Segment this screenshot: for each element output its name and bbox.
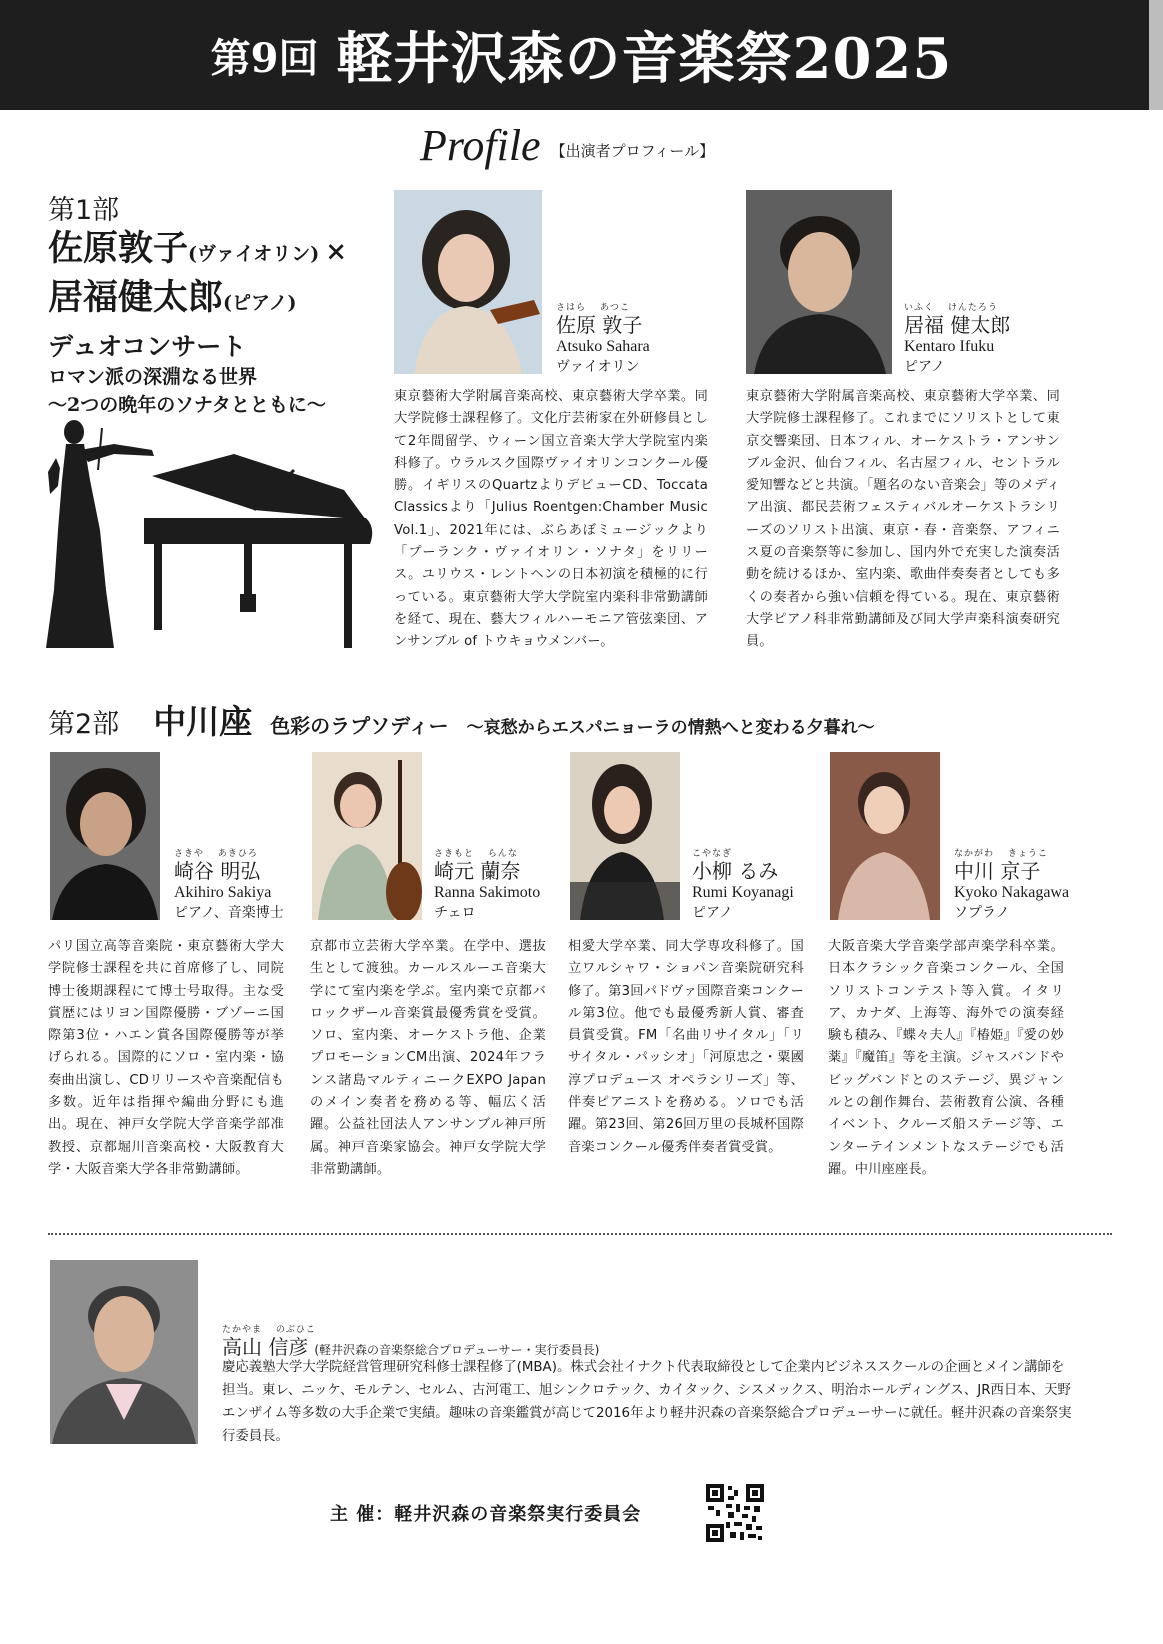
photo-rumi-koyanagi [570, 752, 680, 920]
part1-performer2-line [48, 276, 418, 325]
producer-role: (軽井沢森の音楽祭総合プロデューサー・実行委員長) [314, 1343, 600, 1357]
festival-title [0, 0, 1163, 110]
bio-atsuko-sahara: 東京藝術大学附属音楽高校、東京藝術大学卒業。同大学院修士課程修了。文化庁芸術家在外研修員として2年間留学、ウィーン国立音楽大学大学院室内楽科修了。ウラルスク国際ヴァイオリンコンクール優勝。イギリスのQuartzよりデビューCD、Toccata Classicsより「Julius Roentgen:Chamber Music Vol.1」、2021年には、ぶらあぼミュージックより「プーランク・ヴァイオリン・ソナタ」をリリース。ユリウス・レントヘンの日本初演を積極的に行っている。東京藝術大学大学院室内楽科非常勤講師を経て、現在、藝大フィルハーモニア管弦楽団、アンサンブル of トウキョウメンバー。 [394, 389, 708, 650]
artist-kentaro-ifuku [904, 300, 1010, 377]
name-japanese: 居福 健太郎 [904, 313, 1011, 337]
name-english: Akihiro Sakiya [174, 884, 272, 901]
artist-role: ピアノ [904, 359, 945, 375]
name-japanese: 小柳 るみ [692, 859, 779, 883]
photo-atsuko-sahara [394, 190, 542, 374]
part1-concert: デュオコンサート [48, 332, 247, 361]
part2-heading [48, 696, 875, 743]
artist-role: ピアノ、音楽博士 [174, 905, 284, 921]
bio-kentaro-ifuku: 東京藝術大学附属音楽高校、東京藝術大学卒業、同大学院修士課程修了。これまでにソリストとして東京交響楽団、日本フィル、オーケストラ・アンサンブル金沢、仙台フィル、名古屋フィル、セントラル愛知響などと共演。「題名のない音楽会」等のメディア出演、都民芸術フェスティバルオーケストラシリーズのソリスト出演、東京・春・音楽祭、アフィニス夏の音楽祭等に参加し、国内外で充実した演奏活動を続けるほか、室内楽、歌曲伴奏奏者としても多くの奏者から強い信頼を得ている。現在、東京藝術大学ピアノ科非常勤講師及び同大学声楽科演奏研究員。 [746, 389, 1060, 650]
name-ruby: たかやま のぶひこ [222, 1325, 316, 1335]
producer-name-block [222, 1322, 599, 1359]
part1-subtitle1: ロマン派の深淵なる世界 [48, 366, 258, 388]
bio-kyoko-nakagawa: 大阪音楽大学音楽学部声楽学科卒業。日本クラシック音楽コンクール、全国ソリストコンテスト等入賞。イタリア、カナダ、上海等、海外での演奏経験も積み、『蝶々夫人』『椿姫』『愛の妙薬』『魔笛』等を主演。ジャスバンドやビッグバンドとのステージ、異ジャンルとの創作舞台、芸術教育公演、各種イベント、クルーズ船ステージ等、エンターテインメントなステージでも活躍。中川座座長。 [828, 939, 1064, 1177]
name-japanese: 崎谷 明弘 [174, 859, 261, 883]
name-ruby: こやなぎ [692, 849, 733, 859]
artist-role: ピアノ [692, 905, 733, 921]
part2-label: 第2部 [48, 709, 120, 740]
photo-ranna-sakimoto [312, 752, 422, 920]
bio-akihiro-sakiya: パリ国立高等音楽院・東京藝術大学大学院修士課程を共に首席修了し、同院博士後期課程にて博士号取得。主な受賞歴にはリヨン国際優勝・ブゾーニ国際第3位・ハエン賞各国際優勝等が挙げられる。国際的にソロ・室内楽・協奏曲出演し、CDリリースや音楽配信も多数。近年は指揮や編曲分野にも進出。現在、神戸女学院大学音楽学部准教授、京都堀川音楽高校・大阪教育大学・大阪音楽大学各非常勤講師。 [48, 939, 284, 1177]
part1-performer2: 居福健太郎 [48, 277, 224, 318]
festival-name: 軽井沢森の音楽祭2025 [336, 26, 953, 92]
profile-heading [420, 118, 714, 172]
part2-subtitle: 〜哀愁からエスパニョーラの情熱へと変わる夕暮れ〜 [466, 718, 875, 738]
name-english: Rumi Koyanagi [692, 884, 794, 901]
bio-ranna-sakimoto: 京都市立芸術大学卒業。在学中、選抜生として渡独。カールスルーエ音楽大学にて室内楽を学ぶ。室内楽で京都バロックザール音楽賞最優秀賞を受賞。ソロ、室内楽、オーケストラ他、企業プロモーションCM出演、2024年フランス諸島マルティニークEXPO Japanのメイン奏者を務める等、幅広く活躍。公益社団法人アンサンブル神戸所属。神戸音楽家協会。神戸女学院大学非常勤講師。 [310, 939, 546, 1177]
name-japanese: 佐原 敦子 [556, 313, 643, 337]
part1-performer1: 佐原敦子 [48, 228, 189, 269]
name-japanese: 崎元 蘭奈 [434, 859, 521, 883]
name-english: Ranna Sakimoto [434, 884, 541, 901]
artist-rumi-koyanagi [692, 846, 794, 923]
name-english: Kentaro Ifuku [904, 338, 995, 355]
name-ruby: さきや あきひろ [174, 849, 258, 859]
part1-performer2-inst: (ピアノ) [223, 292, 297, 314]
artist-role: チェロ [434, 905, 476, 921]
festival-edition: 第9回 [210, 34, 319, 82]
name-ruby: さはら あつこ [556, 303, 630, 313]
artist-kyoko-nakagawa [954, 846, 1069, 923]
artist-ranna-sakimoto [434, 846, 540, 923]
organizer: 主 催：軽井沢森の音楽祭実行委員会 [330, 1504, 642, 1525]
photo-kyoko-nakagawa [830, 752, 940, 920]
violin-piano-silhouette [44, 410, 384, 660]
photo-akihiro-sakiya [50, 752, 160, 920]
qr-code-icon[interactable] [706, 1484, 764, 1542]
part1-heading [48, 188, 418, 419]
name-english: Kyoko Nakagawa [954, 884, 1070, 901]
artist-role: ヴァイオリン [556, 359, 640, 375]
artist-role: ソプラノ [954, 905, 1010, 921]
part2-title: 色彩のラプソディー [270, 714, 449, 738]
bio-rumi-koyanagi: 相愛大学卒業、同大学専攻科修了。国立ワルシャワ・ショパン音楽院研究科修了。第3回パドヴァ国際音楽コンクール第3位。他でも最優秀新人賞、審査員賞受賞。FM「名曲リサイタル」「リサイタル・パッシオ」「河原忠之・粟國淳プロデュース オペラシリーズ」等、伴奏ピアニストを務める。ソロでも活躍。第23回、第26回万里の長城杯国際音楽コンクール優秀伴奏者賞受賞。 [568, 939, 804, 1155]
cross-mark: × [325, 237, 348, 267]
part1-performer1-inst: (ヴァイオリン) [188, 243, 320, 265]
part1-subtitle2: 〜2つの晩年のソナタとともに〜 [48, 394, 326, 416]
section-divider [48, 1233, 1112, 1235]
photo-kentaro-ifuku [746, 190, 892, 374]
name-english: Atsuko Sahara [556, 338, 650, 355]
artist-atsuko-sahara [556, 300, 650, 377]
part1-performer1-line [48, 227, 418, 276]
photo-nobuhiko-takayama [50, 1260, 198, 1444]
name-ruby: さきもと らんな [434, 849, 518, 859]
artist-akihiro-sakiya [174, 846, 284, 923]
name-ruby: なかがわ きょうこ [954, 849, 1048, 859]
part2-group: 中川座 [153, 702, 253, 741]
name-japanese: 高山 信彦 [222, 1335, 309, 1359]
name-japanese: 中川 京子 [954, 859, 1041, 883]
part1-label: 第1部 [48, 195, 120, 226]
profile-subtitle: 【出演者プロフィール】 [550, 141, 715, 160]
name-ruby: いふく けんたろう [904, 303, 998, 313]
bio-nobuhiko-takayama: 慶応義塾大学大学院経営管理研究科修士課程修了(MBA)。株式会社イナクト代表取締役として企業内ビジネススクールの企画とメイン講師を担当。東レ、ニッケ、モルテン、セルム、古河電工、旭シンクロテック、カイタック、シスメックス、明治ホールディングス、JR西日本、天野エンザイム等多数の大手企業で実績。趣味の音楽鑑賞が高じて2016年より軽井沢森の音楽祭総合プロデューサーに就任。軽井沢森の音楽祭実行委員長。 [222, 1360, 1072, 1444]
profile-word: Profile [420, 120, 541, 170]
